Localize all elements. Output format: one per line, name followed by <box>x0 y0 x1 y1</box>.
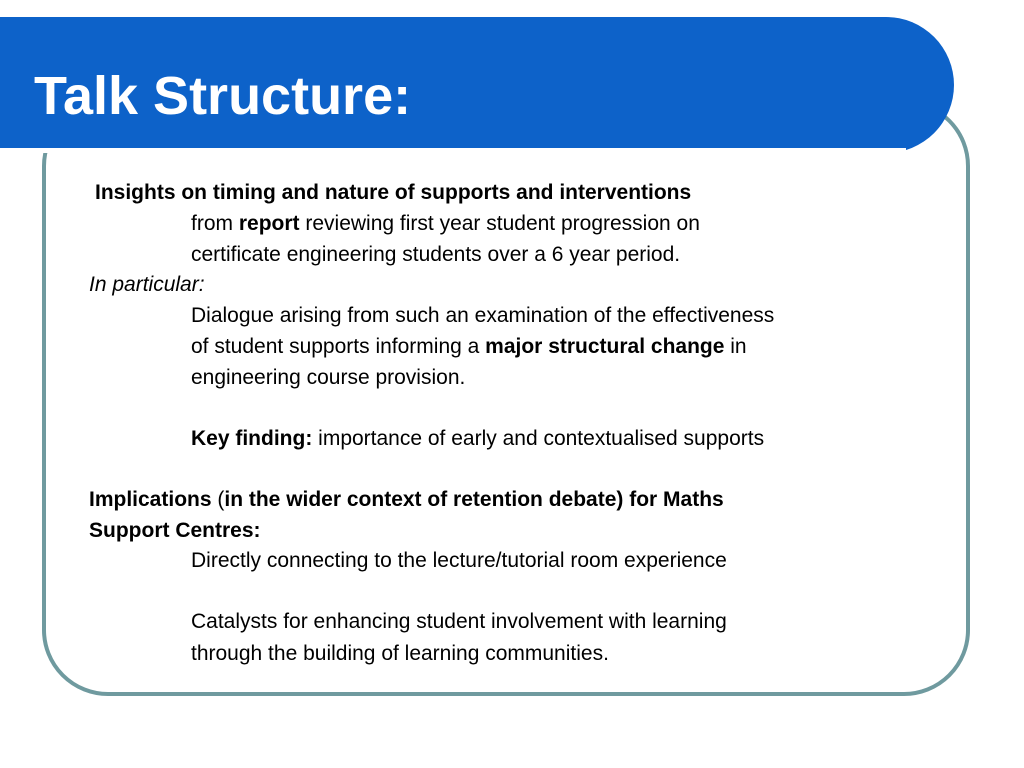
structural-change-term: major structural change <box>485 335 725 358</box>
implications-line-2: Support Centres: <box>89 519 261 542</box>
in-particular-line-3: engineering course provision. <box>191 366 466 389</box>
implications-context: in the wider context of retention debate) for Maths <box>224 488 724 511</box>
slide-title: Talk Structure: <box>34 66 412 126</box>
in-particular-label: In particular: <box>89 273 205 296</box>
implications-line-1 <box>89 484 724 515</box>
in-particular-line-2-pre: of student supports informing a <box>191 335 486 358</box>
title-underline <box>0 148 906 153</box>
title-bar <box>0 17 954 153</box>
implications-label: Implications <box>89 488 212 511</box>
key-finding-text: importance of early and contextualised supports <box>312 427 765 450</box>
insights-line-1-post: reviewing first year student progression on <box>299 212 700 235</box>
implications-point-2-line-1: Catalysts for enhancing student involvement with learning <box>191 610 727 633</box>
key-finding <box>191 423 764 454</box>
in-particular-line-1: Dialogue arising from such an examination of the effectiveness <box>191 304 775 327</box>
in-particular-line-2 <box>191 331 747 362</box>
insights-heading: Insights on timing and nature of supports and interventions <box>95 181 692 204</box>
report-term: report <box>238 212 300 235</box>
in-particular-line-2-post: in <box>724 335 747 358</box>
implications-point-2-line-2: through the building of learning communities. <box>191 642 609 665</box>
implications-point-1: Directly connecting to the lecture/tutorial room experience <box>191 549 727 572</box>
key-finding-label: Key finding: <box>191 427 313 450</box>
insights-line-1-pre: from <box>191 212 239 235</box>
insights-line-1 <box>191 208 700 239</box>
implications-paren: ( <box>211 488 225 511</box>
insights-line-2: certificate engineering students over a 6 year period. <box>191 243 681 266</box>
